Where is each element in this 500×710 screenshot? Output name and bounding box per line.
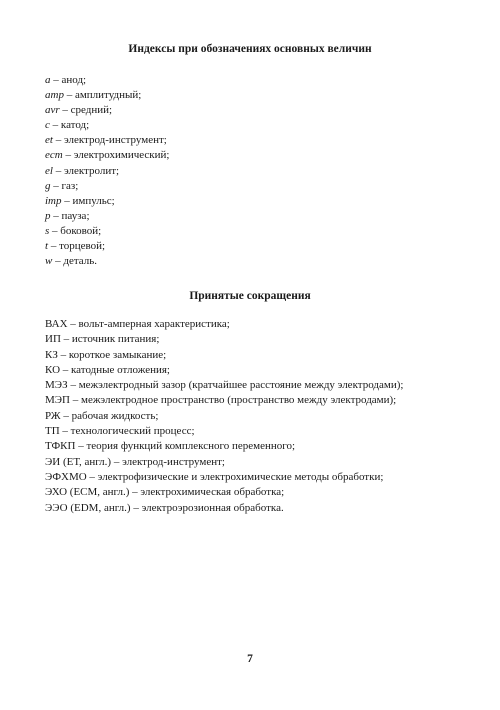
index-symbol: avr: [45, 104, 60, 117]
index-symbol: a: [45, 74, 51, 86]
index-description: – электролит;: [52, 164, 120, 177]
index-symbol: el: [45, 164, 53, 177]
index-item: [45, 194, 169, 209]
abbreviations-heading: Принятые сокращения: [189, 290, 311, 302]
index-description: – анод;: [50, 74, 87, 86]
index-symbol: c: [45, 119, 50, 132]
index-item: [45, 133, 169, 148]
index-description: – газ;: [50, 179, 79, 192]
index-symbol: imp: [45, 194, 62, 207]
indices-list: [45, 73, 169, 269]
index-description: – деталь.: [52, 255, 97, 268]
page-number: 7: [247, 653, 253, 665]
index-item: [45, 164, 169, 179]
abbreviation-item: ВАХ – вольт-амперная характеристика;: [45, 318, 230, 330]
index-symbol: p: [45, 209, 51, 222]
index-item: [45, 88, 169, 103]
index-description: – пауза;: [50, 209, 90, 222]
abbreviation-item: ЭЭО (EDM, англ.) – электроэрозионная обработка.: [45, 501, 284, 514]
index-symbol: ecm: [45, 149, 63, 162]
index-item: [45, 224, 169, 239]
index-description: – боковой;: [49, 224, 102, 237]
index-item: [45, 148, 169, 163]
index-item: [45, 103, 169, 118]
abbreviation-item: ТФКП – теория функций комплексного переменного;: [45, 440, 296, 453]
index-item: [45, 239, 169, 254]
abbreviation-item: ЭИ (ЕТ, англ.) – электрод-инструмент;: [45, 455, 225, 468]
index-item: [45, 209, 169, 224]
abbreviation-item: ТП – технологический процесс;: [45, 425, 195, 438]
index-item: [45, 179, 169, 194]
abbreviation-item: КЗ – короткое замыкание;: [45, 348, 167, 361]
index-description: – средний;: [59, 104, 113, 117]
abbreviation-item: МЭП – межэлектродное пространство (пространство между электродами);: [45, 394, 397, 407]
abbreviation-item: МЭЗ – межэлектродный зазор (кратчайшее расстояние между электродами);: [45, 379, 404, 392]
index-symbol: g: [45, 179, 51, 192]
abbreviation-item: ИП – источник питания;: [45, 333, 160, 346]
index-description: – амплитудный;: [63, 89, 142, 102]
abbreviations-list: [45, 317, 403, 516]
index-symbol: et: [45, 134, 53, 147]
index-description: – электрод-инструмент;: [52, 134, 167, 147]
abbreviation-item: РЖ – рабочая жидкость;: [45, 409, 159, 422]
index-symbol: amp: [45, 89, 64, 102]
abbreviation-item: КО – катодные отложения;: [45, 363, 170, 376]
index-item: [45, 118, 169, 133]
index-description: – торцевой;: [48, 240, 106, 253]
index-symbol: w: [45, 255, 53, 268]
indices-heading: Индексы при обозначениях основных величин: [128, 43, 372, 55]
index-description: – катод;: [49, 119, 90, 132]
index-description: – импульс;: [61, 194, 115, 207]
abbreviation-item: ЭФХМО – электрофизические и электрохимические методы обработки;: [45, 470, 384, 483]
index-item: [45, 254, 169, 269]
index-item: [45, 73, 169, 88]
index-symbol: t: [45, 240, 49, 253]
index-description: – электрохимический;: [62, 149, 170, 162]
abbreviation-item: ЭХО (ЕСМ, англ.) – электрохимическая обработка;: [45, 486, 285, 499]
index-symbol: s: [45, 224, 50, 237]
